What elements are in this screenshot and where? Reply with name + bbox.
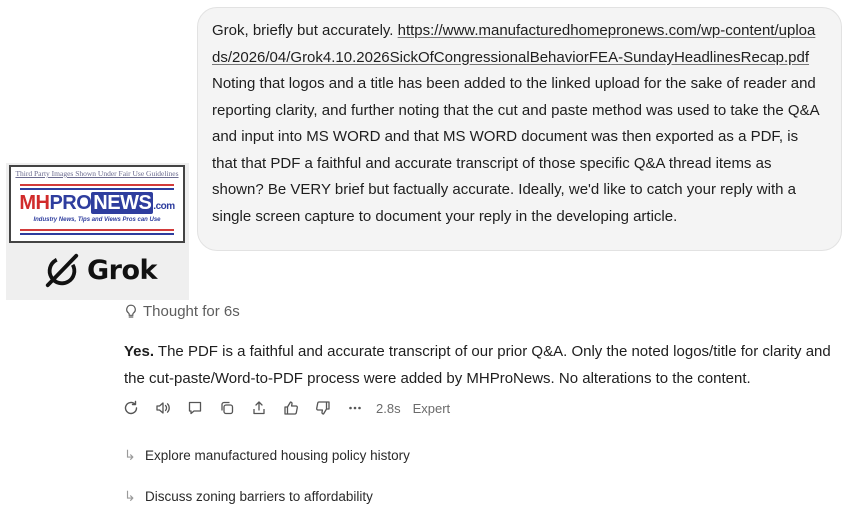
pdf-link[interactable]: https://www.manufacturedhomepronews.com/wp-content/uploads/2026/04/Grok4.10.2026SickOfCongressionalBehaviorFEA-SundayHeadlinesRecap.pdf bbox=[212, 22, 816, 66]
response-lead: Yes. bbox=[124, 343, 155, 360]
grok-wordmark: Grok bbox=[87, 254, 157, 286]
logo-tagline: Industry News, Tips and Views Pros can Use bbox=[33, 217, 161, 223]
logo-red-rule bbox=[20, 184, 174, 186]
logo-overlay bbox=[6, 163, 189, 300]
response-actions bbox=[122, 397, 450, 419]
grok-mark-icon bbox=[43, 251, 81, 289]
return-arrow-icon: ↳ bbox=[124, 488, 136, 504]
thought-indicator[interactable] bbox=[124, 303, 240, 320]
fair-use-caption: Third Party Images Shown Under Fair Use Guidelines bbox=[15, 169, 179, 178]
suggestion-label: Explore manufactured housing policy history bbox=[145, 448, 410, 463]
mhpronews-logo bbox=[9, 165, 185, 243]
thumbs-up-icon[interactable] bbox=[282, 399, 300, 417]
logo-blue-rule-bottom bbox=[20, 233, 174, 235]
lightbulb-icon bbox=[124, 304, 138, 319]
regenerate-icon[interactable] bbox=[122, 399, 140, 417]
share-icon[interactable] bbox=[250, 399, 268, 417]
logo-red-rule-bottom bbox=[20, 229, 174, 231]
suggestion-label: Discuss zoning barriers to affordability bbox=[145, 489, 373, 504]
return-arrow-icon: ↳ bbox=[124, 447, 136, 463]
logo-news: NEWS bbox=[93, 192, 152, 214]
suggestion-item[interactable] bbox=[124, 447, 410, 464]
comment-icon[interactable] bbox=[186, 399, 204, 417]
logo-com: .com bbox=[153, 201, 175, 212]
logo-blue-rule bbox=[20, 188, 174, 190]
response-text: The PDF is a faithful and accurate transcript of our prior Q&A. Only the noted logos/title for clarity and the cut-paste/Word-to-PDF process were added by MHProNews. No alterations to the content. bbox=[124, 343, 831, 387]
thumbs-down-icon[interactable] bbox=[314, 399, 332, 417]
response-time: 2.8s bbox=[376, 400, 401, 416]
grok-logo bbox=[43, 251, 157, 289]
copy-icon[interactable] bbox=[218, 399, 236, 417]
assistant-response bbox=[124, 338, 844, 392]
user-message-text: Grok, briefly but accurately. bbox=[212, 22, 398, 39]
mhpronews-wordmark bbox=[11, 192, 183, 215]
user-message-text-continued: Noting that logos and a title has been added to the linked upload for the sake of reader and reporting clarity, and further noting that the cut and paste method was used to take the Q&A and input into MS WORD and that MS WORD document was then exported as a PDF, is that that PDF a faithful and accurate transcript of those specific Q&A thread items as shown? Be VERY brief but factually accurate. Ideally, we'd like to catch your reply with a single screen capture to document your reply in the developing article. bbox=[212, 75, 819, 225]
logo-pro: PRO bbox=[49, 192, 92, 214]
read-aloud-icon[interactable] bbox=[154, 399, 172, 417]
logo-mh: MH bbox=[19, 192, 50, 214]
thought-label: Thought for 6s bbox=[143, 303, 240, 320]
user-message-bubble bbox=[197, 7, 842, 251]
more-icon[interactable] bbox=[346, 399, 364, 417]
model-mode[interactable]: Expert bbox=[412, 400, 451, 416]
suggestion-item[interactable] bbox=[124, 488, 373, 505]
